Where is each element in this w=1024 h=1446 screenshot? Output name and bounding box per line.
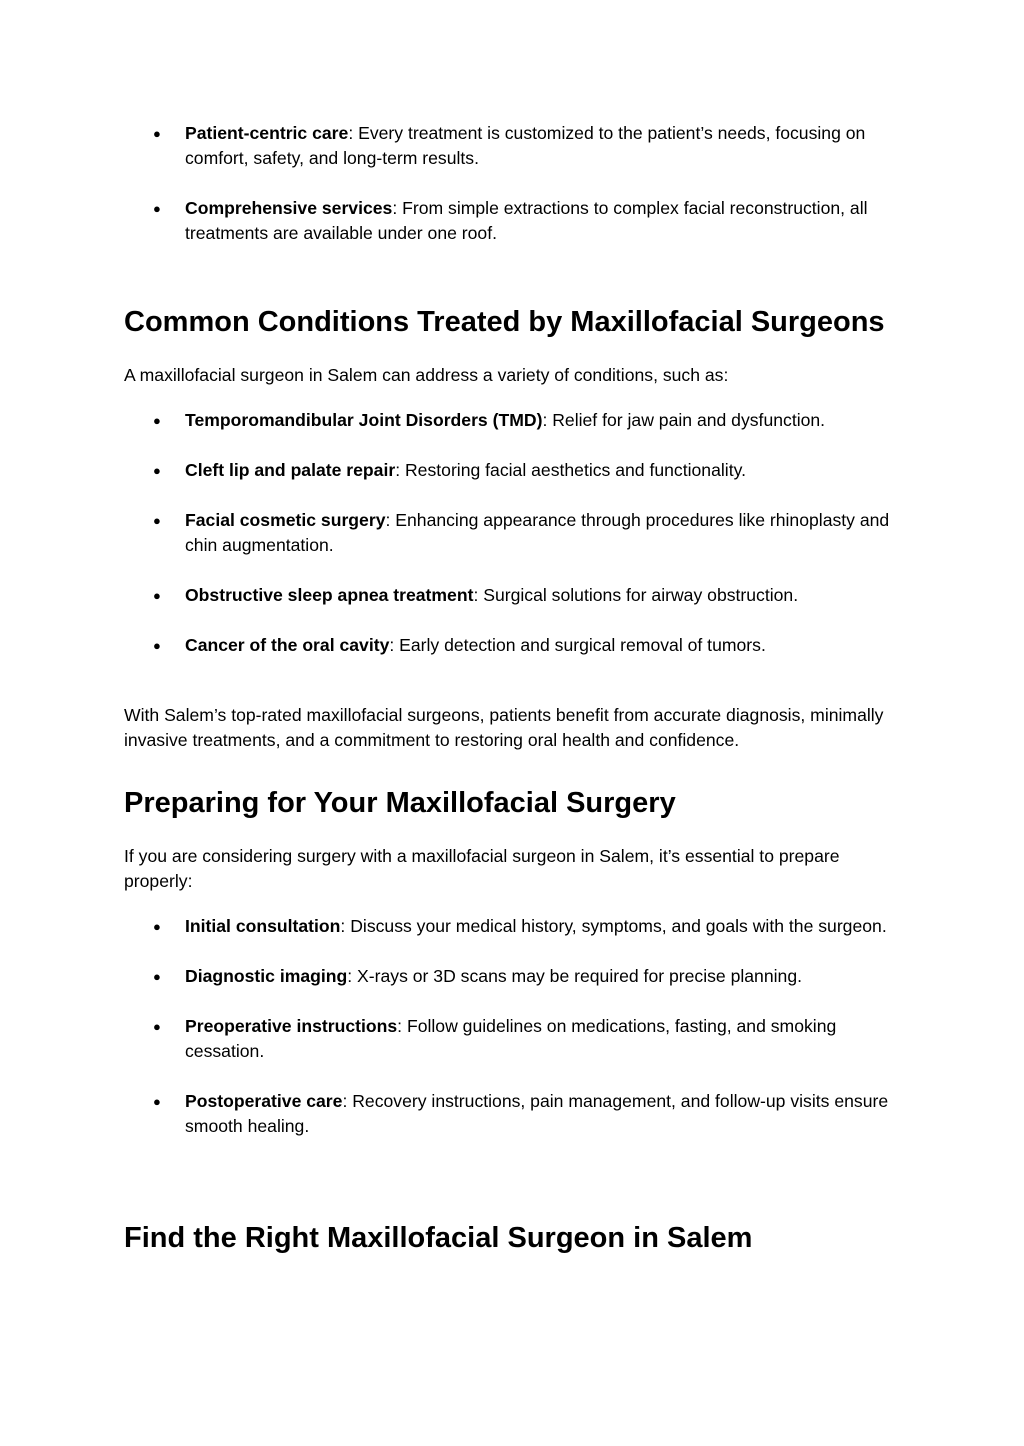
bullet-text: : Early detection and surgical removal of tumors.	[389, 635, 766, 655]
bullet-text: : Relief for jaw pain and dysfunction.	[542, 410, 826, 430]
conditions-heading: Common Conditions Treated by Maxillofacial Surgeons	[124, 306, 885, 338]
preparing-heading: Preparing for Your Maxillofacial Surgery	[124, 787, 676, 819]
bullet-term: Patient-centric care	[185, 123, 349, 143]
bullet-term: Temporomandibular Joint Disorders (TMD)	[185, 410, 543, 430]
bullet-text: : From simple extractions to complex facial reconstruction, all treatments are available under one roof.	[185, 198, 868, 243]
list-item	[124, 121, 904, 171]
conditions-intro: A maxillofacial surgeon in Salem can address a variety of conditions, such as:	[124, 365, 729, 385]
bullet-text: : Restoring facial aesthetics and functionality.	[395, 460, 746, 480]
find-heading: Find the Right Maxillofacial Surgeon in Salem	[124, 1222, 753, 1254]
conditions-closing: With Salem’s top-rated maxillofacial surgeons, patients benefit from accurate diagnosis, minimally invasive treatments, and a commitment to restoring oral health and confidence.	[124, 705, 884, 750]
list-item	[124, 1014, 904, 1064]
bullet-text: : Every treatment is customized to the patient’s needs, focusing on comfort, safety, and long-term results.	[185, 123, 866, 168]
bullet-term: Preoperative instructions	[185, 1016, 398, 1036]
list-item	[124, 458, 904, 483]
bullet-term: Initial consultation	[185, 916, 341, 936]
bullet-term: Diagnostic imaging	[185, 966, 348, 986]
bullet-text: : Enhancing appearance through procedures like rhinoplasty and chin augmentation.	[185, 510, 890, 555]
list-item	[124, 914, 904, 939]
list-item	[124, 408, 904, 433]
list-item	[124, 964, 904, 989]
bullet-text: : X-rays or 3D scans may be required for precise planning.	[347, 966, 802, 986]
bullet-text: : Follow guidelines on medications, fasting, and smoking cessation.	[185, 1016, 837, 1061]
intro-bullet-list	[124, 121, 904, 271]
bullet-text: : Discuss your medical history, symptoms, and goals with the surgeon.	[340, 916, 887, 936]
bullet-term: Facial cosmetic surgery	[185, 510, 386, 530]
list-item	[124, 508, 904, 558]
list-item	[124, 196, 904, 246]
bullet-text: : Recovery instructions, pain management, and follow-up visits ensure smooth healing.	[185, 1091, 889, 1136]
list-item	[124, 633, 904, 658]
bullet-term: Cancer of the oral cavity	[185, 635, 390, 655]
bullet-term: Cleft lip and palate repair	[185, 460, 396, 480]
bullet-text: : Surgical solutions for airway obstruction.	[473, 585, 799, 605]
bullet-term: Comprehensive services	[185, 198, 393, 218]
list-item	[124, 583, 904, 608]
preparing-intro: If you are considering surgery with a maxillofacial surgeon in Salem, it’s essential to prepare properly:	[124, 846, 840, 891]
bullet-term: Postoperative care	[185, 1091, 343, 1111]
preparing-list	[124, 914, 904, 1164]
bullet-term: Obstructive sleep apnea treatment	[185, 585, 474, 605]
list-item	[124, 1089, 904, 1139]
conditions-list	[124, 408, 904, 683]
